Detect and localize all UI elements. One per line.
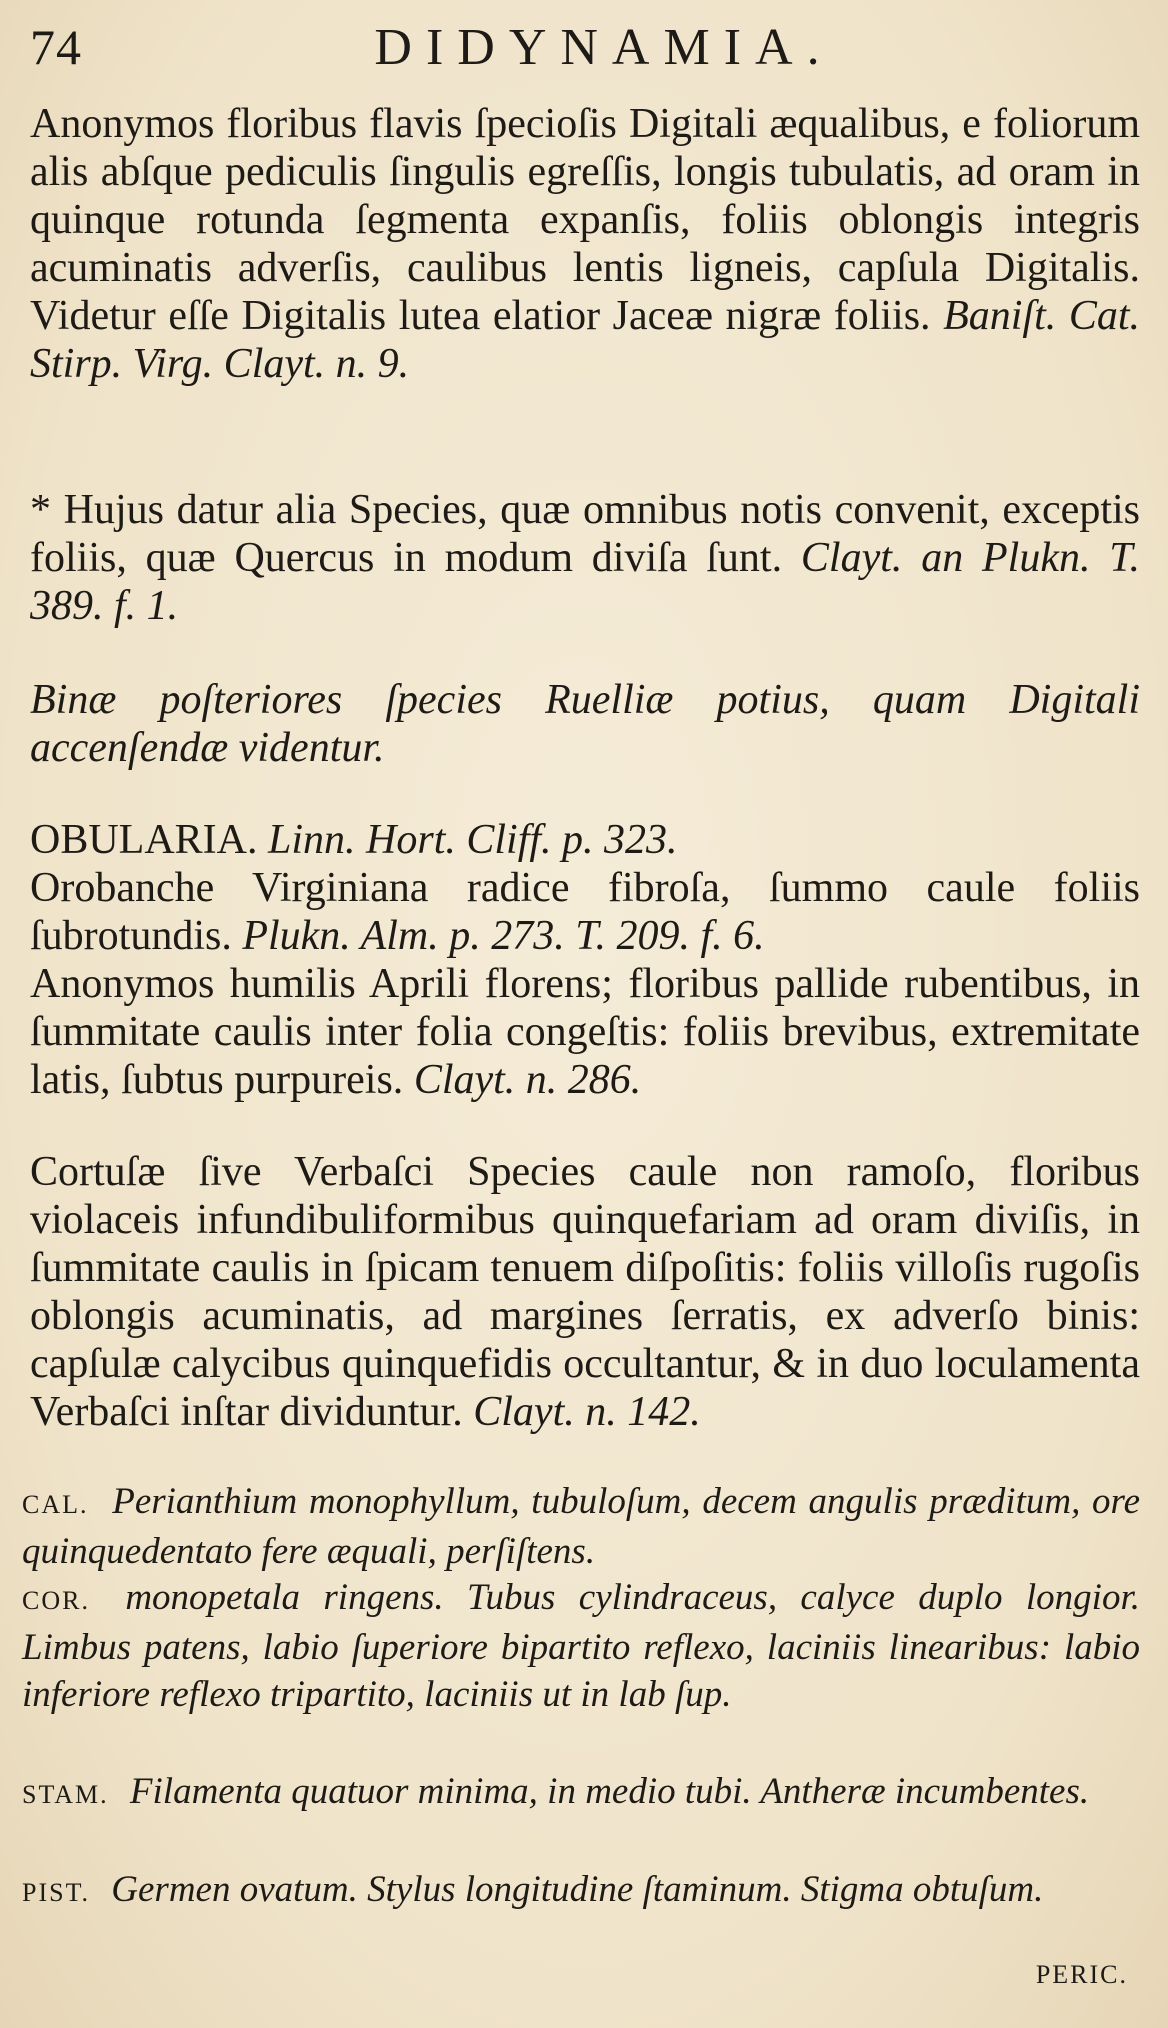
catchword: PERIC. [1035, 1960, 1128, 1989]
paragraph-text: Orobanche Virginiana radice fibroſa, ſummo caule foliis ſubrotundis. [30, 865, 1140, 959]
section-text: Filamenta quatuor minima, in medio tubi. Antheræ incumbentes. [129, 1771, 1090, 1812]
genus-heading: OBULARIA. [30, 817, 258, 863]
section-text: monopetala ringens. Tubus cylindraceus, calyce duplo longior. Limbus patens, labio ſuperiore bipartito reflexo, laciniis linearibus: labio inferiore reflexo tripartito, laciniis ut in lab ſup. [22, 1577, 1140, 1715]
paragraph-obularia [30, 816, 1140, 864]
section-label: CAL. [22, 1490, 89, 1519]
page-number: 74 [30, 19, 82, 75]
section-corolla [22, 1574, 1140, 1718]
paragraph-reference: Binæ poſteriores ſpecies Ruelliæ potius, quam Digitali accenſendæ videntur. [30, 677, 1140, 771]
paragraph-hujus-species [30, 486, 1140, 630]
section-label: PIST. [22, 1878, 91, 1907]
section-label: STAM. [22, 1780, 109, 1809]
paragraph-text: * Hujus datur alia Species, quæ omnibus notis convenit, exceptis foliis, quæ Quercus in modum diviſa ſunt. [30, 487, 1140, 581]
paragraph-text: Cortuſæ ſive Verbaſci Species caule non ramoſo, floribus violaceis infundibuliformibus quinquefariam ad oram diviſis, in ſummitate caulis in ſpicam tenuem diſpoſitis: foliis villoſis rugoſis oblongis acuminatis, ad margines ſerratis, ex adverſo binis: capſulæ calycibus quinquefidis occultantur, & in duo loculamenta Verbaſci inſtar dividuntur. [30, 1149, 1140, 1435]
paragraph-text: Anonymos humilis Aprili florens; floribus pallide rubentibus, in ſummitate caulis inter folia congeſtis: foliis brevibus, extremitate latis, ſubtus purpureis. [30, 961, 1140, 1103]
paragraph-reference: Baniſt. Cat. Stirp. Virg. Clayt. n. 9. [30, 293, 1140, 387]
section-pistillum [22, 1866, 1140, 1916]
paragraph-text: Anonymos floribus flavis ſpecioſis Digitali æqualibus, e foliorum alis abſque pediculis ſingulis egreſſis, longis tubulatis, ad oram in quinque rotunda ſegmenta expanſis, foliis oblongis integris acuminatis adverſis, caulibus lentis ligneis, capſula Digitalis. Videtur eſſe Digitalis lutea elatior Jaceæ nigræ foliis. [30, 101, 1140, 339]
paragraph-reference: Linn. Hort. Cliff. p. 323. [268, 817, 678, 863]
paragraph-reference: Plukn. Alm. p. 273. T. 209. f. 6. [242, 913, 765, 959]
paragraph-cortusae [30, 1148, 1140, 1436]
paragraph-reference: Clayt. n. 142. [473, 1389, 701, 1435]
section-label: COR. [22, 1586, 90, 1615]
section-calyx [22, 1478, 1140, 1575]
paragraph-reference: Clayt. an Plukn. T. 389. f. 1. [30, 535, 1141, 629]
paragraph-anonymos-humilis [30, 960, 1140, 1104]
section-stamina [22, 1768, 1140, 1818]
running-head: DIDYNAMIA. [374, 19, 834, 76]
paragraph-anonymos-flavis [30, 100, 1140, 388]
paragraph-binae-species [30, 676, 1140, 772]
section-text: Perianthium monophyllum, tubuloſum, decem angulis præditum, ore quinquedentato fere æquali, perſiſtens. [22, 1481, 1140, 1572]
section-text: Germen ovatum. Stylus longitudine ſtaminum. Stigma obtuſum. [111, 1869, 1044, 1910]
paragraph-reference: Clayt. n. 286. [413, 1057, 642, 1103]
paragraph-orobanche [30, 864, 1140, 960]
